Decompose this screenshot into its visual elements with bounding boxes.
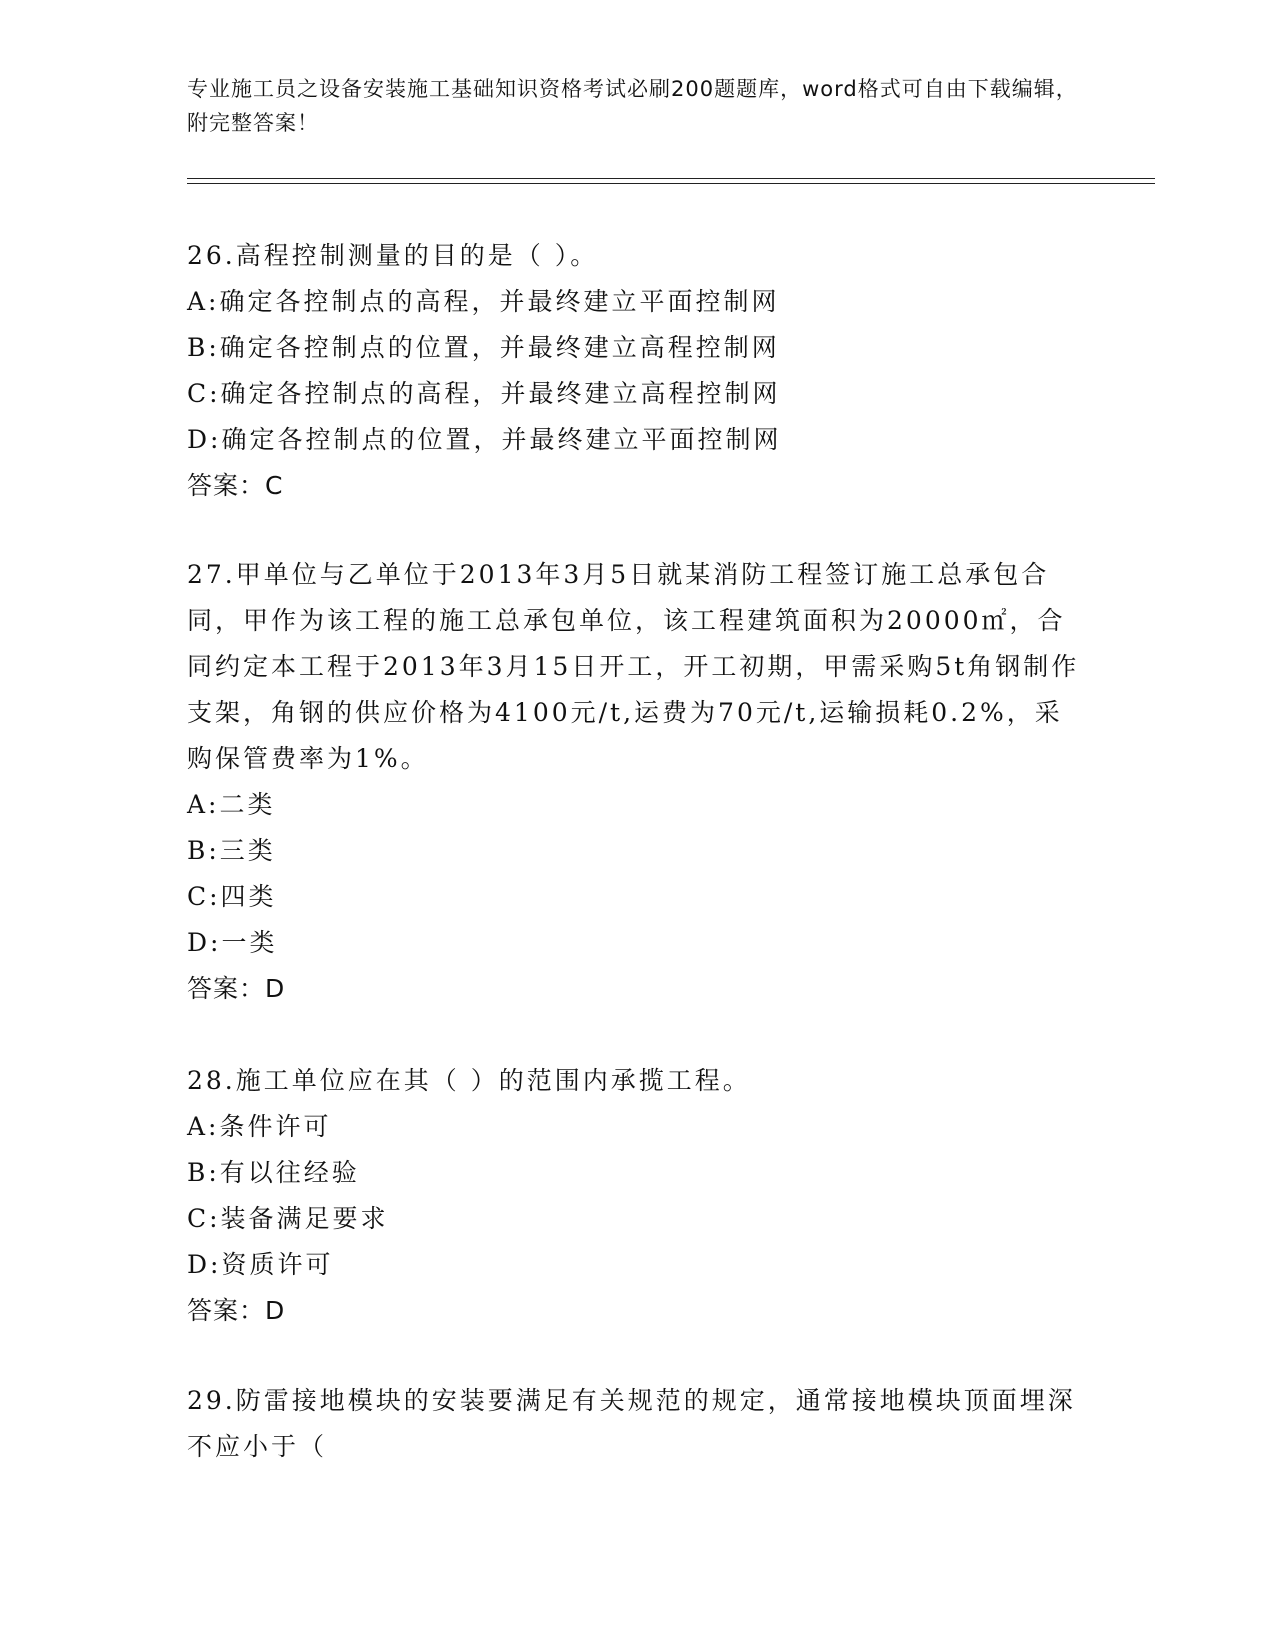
answer: 答案：D bbox=[187, 974, 286, 1003]
header-divider-bottom bbox=[187, 183, 1155, 184]
question-stem: 28.施工单位应在其（ ）的范围内承揽工程。 bbox=[187, 1066, 751, 1095]
header-divider-top bbox=[187, 178, 1155, 179]
question-stem: 29.防雷接地模块的安装要满足有关规范的规定，通常接地模块顶面埋深不应小于（ bbox=[187, 1386, 1076, 1461]
option-d: D:确定各控制点的位置，并最终建立平面控制网 bbox=[187, 425, 782, 454]
option-b: B:三类 bbox=[187, 836, 276, 865]
answer: 答案：D bbox=[187, 1296, 286, 1325]
option-d: D:一类 bbox=[187, 928, 278, 957]
question-stem: 27.甲单位与乙单位于2013年3月5日就某消防工程签订施工总承包合同，甲作为该工程的施工总承包单位，该工程建筑面积为20000㎡，合同约定本工程于2013年3月15日开工，开工初期，甲需采购5t角钢制作支架，角钢的供应价格为4100元/t,运费为70元/t,运输损耗0.2%，采购保管费率为1%。 bbox=[187, 560, 1080, 773]
option-c: C:四类 bbox=[187, 882, 277, 911]
option-a: A:确定各控制点的高程，并最终建立平面控制网 bbox=[187, 287, 780, 316]
option-d: D:资质许可 bbox=[187, 1250, 334, 1279]
question-26 bbox=[187, 233, 1087, 509]
question-29 bbox=[187, 1378, 1087, 1470]
answer: 答案：C bbox=[187, 471, 284, 500]
option-b: B:确定各控制点的位置，并最终建立高程控制网 bbox=[187, 333, 780, 362]
document-header: 专业施工员之设备安装施工基础知识资格考试必刷200题题库，word格式可自由下载编辑，附完整答案！ bbox=[187, 77, 1078, 135]
option-c: C:装备满足要求 bbox=[187, 1204, 389, 1233]
option-b: B:有以往经验 bbox=[187, 1158, 360, 1187]
option-c: C:确定各控制点的高程，并最终建立高程控制网 bbox=[187, 379, 781, 408]
option-a: A:二类 bbox=[187, 790, 276, 819]
option-a: A:条件许可 bbox=[187, 1112, 332, 1141]
question-28 bbox=[187, 1058, 1087, 1334]
question-stem: 26.高程控制测量的目的是（ ）。 bbox=[187, 241, 599, 270]
question-27 bbox=[187, 552, 1087, 1012]
